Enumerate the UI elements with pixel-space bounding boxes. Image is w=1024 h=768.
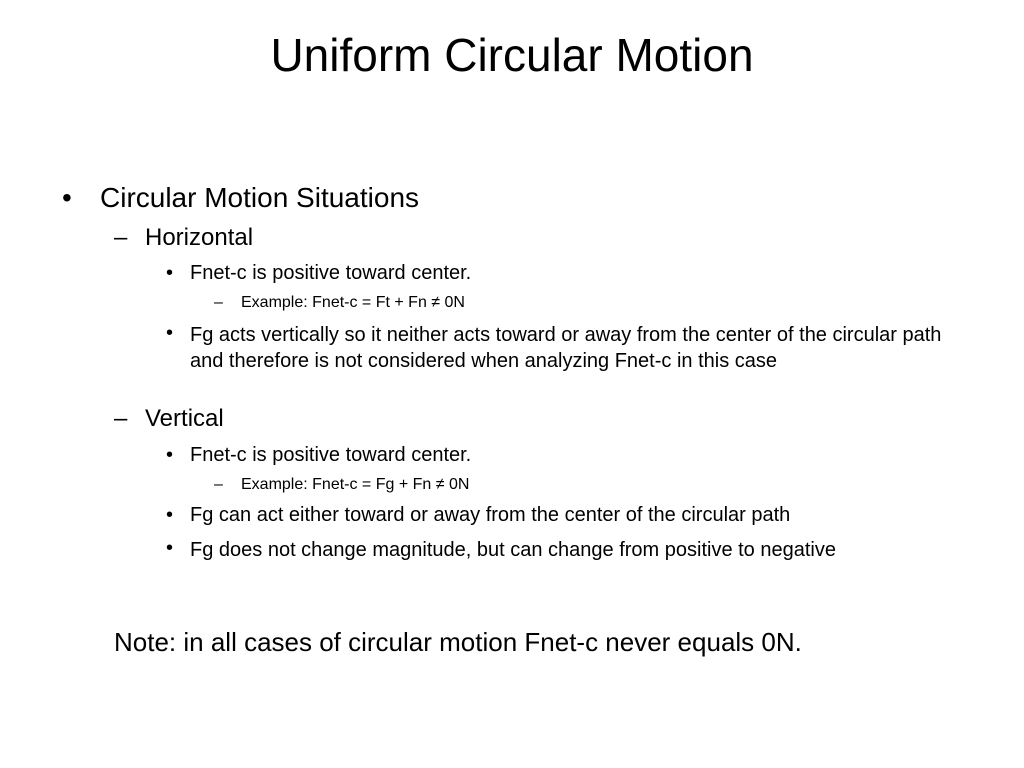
dash-marker: – — [114, 405, 128, 432]
bullet-marker: • — [166, 444, 174, 466]
bullet-marker: • — [166, 504, 174, 526]
bullet-marker: • — [166, 322, 174, 344]
dash-marker: – — [214, 294, 223, 311]
bullet-marker: • — [166, 537, 174, 559]
bullet-circular-motion-situations: Circular Motion Situations — [100, 182, 420, 213]
horizontal-example: Example: Fnet-c = Ft + Fn ≠ 0N — [241, 294, 465, 311]
subheading-horizontal: Horizontal — [145, 224, 254, 251]
dash-marker: – — [114, 224, 128, 251]
slide-title: Uniform Circular Motion — [270, 29, 754, 81]
vertical-point-3: Fg does not change magnitude, but can change from positive to negative — [190, 539, 836, 561]
horizontal-point-1: Fnet-c is positive toward center. — [190, 262, 472, 284]
vertical-point-2: Fg can act either toward or away from the center of the circular path — [190, 504, 791, 526]
horizontal-point-2: Fg acts vertically so it neither acts toward or away from the center of the circular path and therefore is not considered when analyzing Fnet-c in this case — [190, 324, 942, 372]
bullet-marker: • — [166, 262, 174, 284]
note-text: Note: in all cases of circular motion Fnet-c never equals 0N. — [114, 627, 802, 657]
vertical-example: Example: Fnet-c = Fg + Fn ≠ 0N — [241, 476, 470, 493]
dash-marker: – — [214, 476, 223, 493]
subheading-vertical: Vertical — [145, 405, 224, 432]
bullet-marker: • — [62, 182, 72, 213]
vertical-point-1: Fnet-c is positive toward center. — [190, 444, 472, 466]
